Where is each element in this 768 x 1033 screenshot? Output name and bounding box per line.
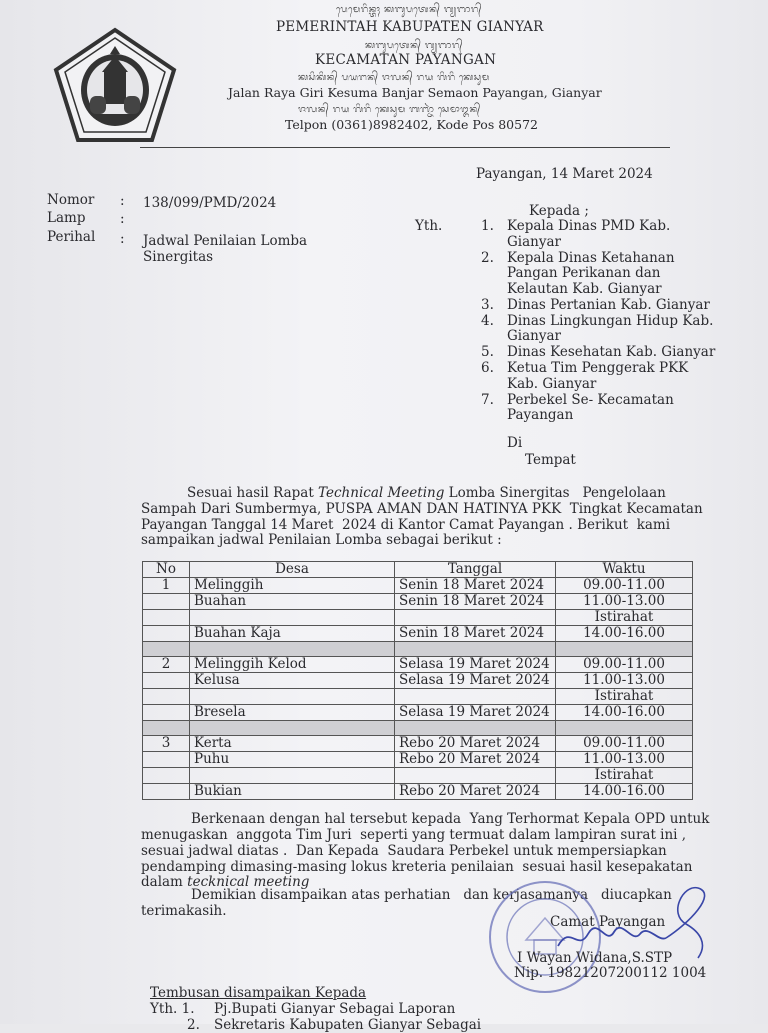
cell-tanggal: Selasa 19 Maret 2024: [395, 657, 556, 673]
balinese-script-address: ᬚᬮᬦ᭄ ᬭᬬ ᬕᬶᬭᬶ ᬓᬾᬲᬸᬫ ᬩᬜ᭄ᬚᬃ ᬲᬾᬫᬵᬑᬦ᭄: [298, 105, 481, 115]
recipient-line: Gianyar: [507, 233, 561, 250]
recipient-line: Kab. Gianyar: [507, 375, 597, 392]
col-header-tanggal: Tanggal: [395, 562, 556, 578]
paragraph-2-line3: sesuai jadwal diatas . Dan Kepada Saudara Perbekel untuk mempersiapkan: [141, 843, 667, 859]
cell-waktu: 09.00-11.00: [556, 578, 693, 594]
cell-desa: [190, 689, 395, 705]
signatory-nip: Nip. 19821207200112 1004: [514, 965, 707, 981]
cell-waktu: Istirahat: [556, 610, 693, 626]
cell-waktu: 14.00-16.00: [556, 784, 693, 800]
nomor-label: Nomor: [47, 192, 95, 208]
tembusan-line2: Sekretaris Kabupaten Gianyar Sebagai: [214, 1017, 482, 1033]
recipient-line: Pangan Perikanan dan: [507, 265, 661, 281]
recipient-line: Dinas Pertanian Kab. Gianyar: [507, 296, 710, 313]
lamp-colon: :: [120, 211, 125, 227]
table-row: [143, 673, 693, 689]
recipient-item: [481, 345, 731, 361]
paragraph-2-line4: pendamping dimasing-masing lokus kreteria penilaian sesuai hasil kesepakatan: [141, 859, 693, 875]
recipient-line: Dinas Kesehatan Kab. Gianyar: [507, 344, 716, 360]
perihal-colon: :: [120, 231, 125, 247]
nomor-colon: :: [120, 193, 125, 209]
paragraph-2-line2: menugaskan anggota Tim Juri seperti yang termuat dalam lampiran surat ini ,: [141, 827, 687, 843]
cell-tanggal: Senin 18 Maret 2024: [395, 594, 556, 610]
recipient-line: Gianyar: [507, 328, 561, 344]
table-separator-row: [143, 642, 693, 657]
schedule-table-body: [143, 578, 693, 800]
p1-text-a: Sesuai hasil Rapat: [187, 485, 319, 501]
separator-cell: [395, 642, 556, 657]
cell-tanggal: [395, 768, 556, 784]
recipient-item: [481, 361, 731, 392]
district-name: KECAMATAN PAYANGAN: [315, 52, 497, 68]
table-row: [143, 689, 693, 705]
table-row: [143, 705, 693, 721]
schedule-table: [142, 561, 693, 800]
cell-waktu: 09.00-11.00: [556, 657, 693, 673]
recipient-line: Payangan: [507, 407, 574, 423]
cell-desa: [190, 610, 395, 626]
gianyar-emblem-logo: [52, 26, 178, 144]
cell-desa: Buahan Kaja: [190, 626, 395, 642]
recipient-line: Dinas Lingkungan Hidup Kab.: [507, 312, 714, 329]
cell-no: 1: [143, 578, 190, 594]
tembusan-line2-prefix: 2.: [187, 1017, 200, 1033]
separator-cell: [190, 721, 395, 736]
table-separator-row: [143, 721, 693, 736]
p2-italic-term: tecknical meeting: [187, 874, 310, 890]
table-row: [143, 626, 693, 642]
recipient-number: 4.: [481, 312, 494, 329]
lamp-label: Lamp: [47, 210, 86, 226]
table-row: [143, 784, 693, 800]
cell-desa: Bresela: [190, 705, 395, 721]
cell-no: [143, 610, 190, 626]
table-row: [143, 610, 693, 626]
cell-tanggal: [395, 610, 556, 626]
office-address: Jalan Raya Giri Kesuma Banjar Semaon Payangan, Gianyar: [228, 85, 602, 100]
kepada-label: Kepada ;: [529, 203, 589, 219]
table-row: [143, 736, 693, 752]
yth-label: Yth.: [415, 218, 443, 234]
cell-no: [143, 768, 190, 784]
cell-no: [143, 626, 190, 642]
separator-cell: [556, 642, 693, 657]
recipient-item: [481, 219, 731, 250]
cell-waktu: 11.00-13.00: [556, 673, 693, 689]
balinese-script-district: ᬓᬲᬶᬓᬶᬦ᭄ ᬧᬬᬗᬦ᭄ ᬚᬮᬦ᭄ ᬭᬬ ᬕᬶᬭᬶ ᬓᬾᬲᬸᬫ: [298, 73, 490, 83]
cell-tanggal: Selasa 19 Maret 2024: [395, 705, 556, 721]
table-row: [143, 594, 693, 610]
p1-text-b: Lomba Sinergitas Pengelolaan: [444, 485, 666, 501]
cell-tanggal: Rebo 20 Maret 2024: [395, 752, 556, 768]
table-row: [143, 768, 693, 784]
col-header-waktu: Waktu: [556, 562, 693, 578]
cell-waktu: 11.00-13.00: [556, 594, 693, 610]
recipient-line: Kepala Dinas PMD Kab.: [507, 218, 671, 234]
recipient-number: 5.: [481, 344, 494, 360]
paragraph-3-line2: terimakasih.: [141, 903, 227, 919]
perihal-label: Perihal: [47, 229, 96, 245]
balinese-script-org: ᬓᬩᬸᬧᬢᬾᬦ᭄ ᬕ᭄ᬬᬜᬭ᭄: [365, 41, 464, 51]
perihal-value-line2: Sinergitas: [143, 249, 214, 265]
cell-tanggal: Senin 18 Maret 2024: [395, 626, 556, 642]
recipient-line: Kelautan Kab. Gianyar: [507, 280, 662, 297]
paragraph-1-line4: sampaikan jadwal Penilaian Lomba sebagai berikut :: [141, 532, 502, 548]
di-label: Di: [507, 435, 523, 451]
organization-name: PEMERINTAH KABUPATEN GIANYAR: [276, 19, 544, 35]
separator-cell: [190, 642, 395, 657]
cell-waktu: Istirahat: [556, 689, 693, 705]
separator-cell: [395, 721, 556, 736]
cell-desa: Kerta: [190, 736, 395, 752]
cell-tanggal: [395, 689, 556, 705]
cell-tanggal: Senin 18 Maret 2024: [395, 578, 556, 594]
paragraph-2-line1: Berkenaan dengan hal tersebut kepada Yang Terhormat Kepala OPD untuk: [191, 811, 710, 827]
cell-no: 3: [143, 736, 190, 752]
balinese-script-heading: ᬧᬾᬫᬾᬭᬶᬦ᭄ᬢᬄ ᬓᬩᬸᬧᬢᬾᬦ᭄ ᬕ᭄ᬬᬜᬭ᭄: [336, 5, 483, 15]
cell-no: [143, 784, 190, 800]
cell-desa: Bukian: [190, 784, 395, 800]
recipient-line: Ketua Tim Penggerak PKK: [507, 360, 689, 376]
separator-cell: [143, 642, 190, 657]
signatory-name: I Wayan Widana,S.STP: [517, 950, 673, 966]
cell-waktu: Istirahat: [556, 768, 693, 784]
cell-waktu: 11.00-13.00: [556, 752, 693, 768]
cell-tanggal: Rebo 20 Maret 2024: [395, 784, 556, 800]
cell-waktu: 09.00-11.00: [556, 736, 693, 752]
letter-date: Payangan, 14 Maret 2024: [476, 166, 653, 182]
cell-no: [143, 689, 190, 705]
p1-italic-term: Technical Meeting: [318, 485, 445, 501]
table-row: [143, 578, 693, 594]
paragraph-1-line3: Payangan Tanggal 14 Maret 2024 di Kantor Camat Payangan . Berikut kami: [141, 517, 671, 533]
recipient-item: [481, 251, 731, 298]
separator-cell: [143, 721, 190, 736]
cell-tanggal: Rebo 20 Maret 2024: [395, 736, 556, 752]
cell-no: [143, 705, 190, 721]
separator-cell: [556, 721, 693, 736]
cell-desa: Puhu: [190, 752, 395, 768]
table-row: [143, 752, 693, 768]
cell-desa: Buahan: [190, 594, 395, 610]
cell-desa: [190, 768, 395, 784]
recipient-number: 3.: [481, 296, 494, 313]
cell-tanggal: Selasa 19 Maret 2024: [395, 673, 556, 689]
recipient-line: Perbekel Se- Kecamatan: [507, 391, 674, 408]
recipient-item: [481, 298, 731, 314]
recipient-item: [481, 314, 731, 345]
cell-desa: Melinggih Kelod: [190, 657, 395, 673]
signature-title: Camat Payangan: [550, 914, 666, 930]
paragraph-1-line2: Sampah Dari Sumbermya, PUSPA AMAN DAN HATINYA PKK Tingkat Kecamatan: [141, 501, 703, 517]
table-header-row: [143, 562, 693, 578]
cell-desa: Melinggih: [190, 578, 395, 594]
table-row: [143, 657, 693, 673]
cell-no: 2: [143, 657, 190, 673]
cell-no: [143, 673, 190, 689]
cell-no: [143, 752, 190, 768]
cell-waktu: 14.00-16.00: [556, 626, 693, 642]
tempat-label: Tempat: [525, 452, 576, 468]
recipient-number: 7.: [481, 391, 494, 408]
tembusan-line1: Pj.Bupati Gianyar Sebagai Laporan: [214, 1001, 456, 1017]
paragraph-3-line1: Demikian disampaikan atas perhatian dan kerjasamanya diucapkan: [191, 887, 672, 903]
cell-no: [143, 594, 190, 610]
recipient-number: 2.: [481, 249, 494, 266]
recipient-line: Kepala Dinas Ketahanan: [507, 249, 675, 266]
letterhead-divider: [140, 147, 670, 148]
cell-waktu: 14.00-16.00: [556, 705, 693, 721]
col-header-desa: Desa: [190, 562, 395, 578]
recipient-number: 1.: [481, 218, 494, 234]
tembusan-heading: Tembusan disampaikan Kepada: [150, 985, 367, 1001]
recipient-list: [481, 219, 731, 424]
recipient-item: [481, 393, 731, 424]
p2-text-a: dalam: [141, 874, 188, 890]
tembusan-line1-prefix: Yth. 1.: [150, 1001, 195, 1017]
recipient-number: 6.: [481, 360, 494, 376]
paragraph-1-line1: [187, 485, 666, 501]
nomor-value: 138/099/PMD/2024: [143, 195, 277, 211]
col-header-no: No: [143, 562, 190, 578]
office-phone: Telpon (0361)8982402, Kode Pos 80572: [285, 117, 538, 132]
cell-desa: Kelusa: [190, 673, 395, 689]
perihal-value-line1: Jadwal Penilaian Lomba: [143, 233, 308, 249]
